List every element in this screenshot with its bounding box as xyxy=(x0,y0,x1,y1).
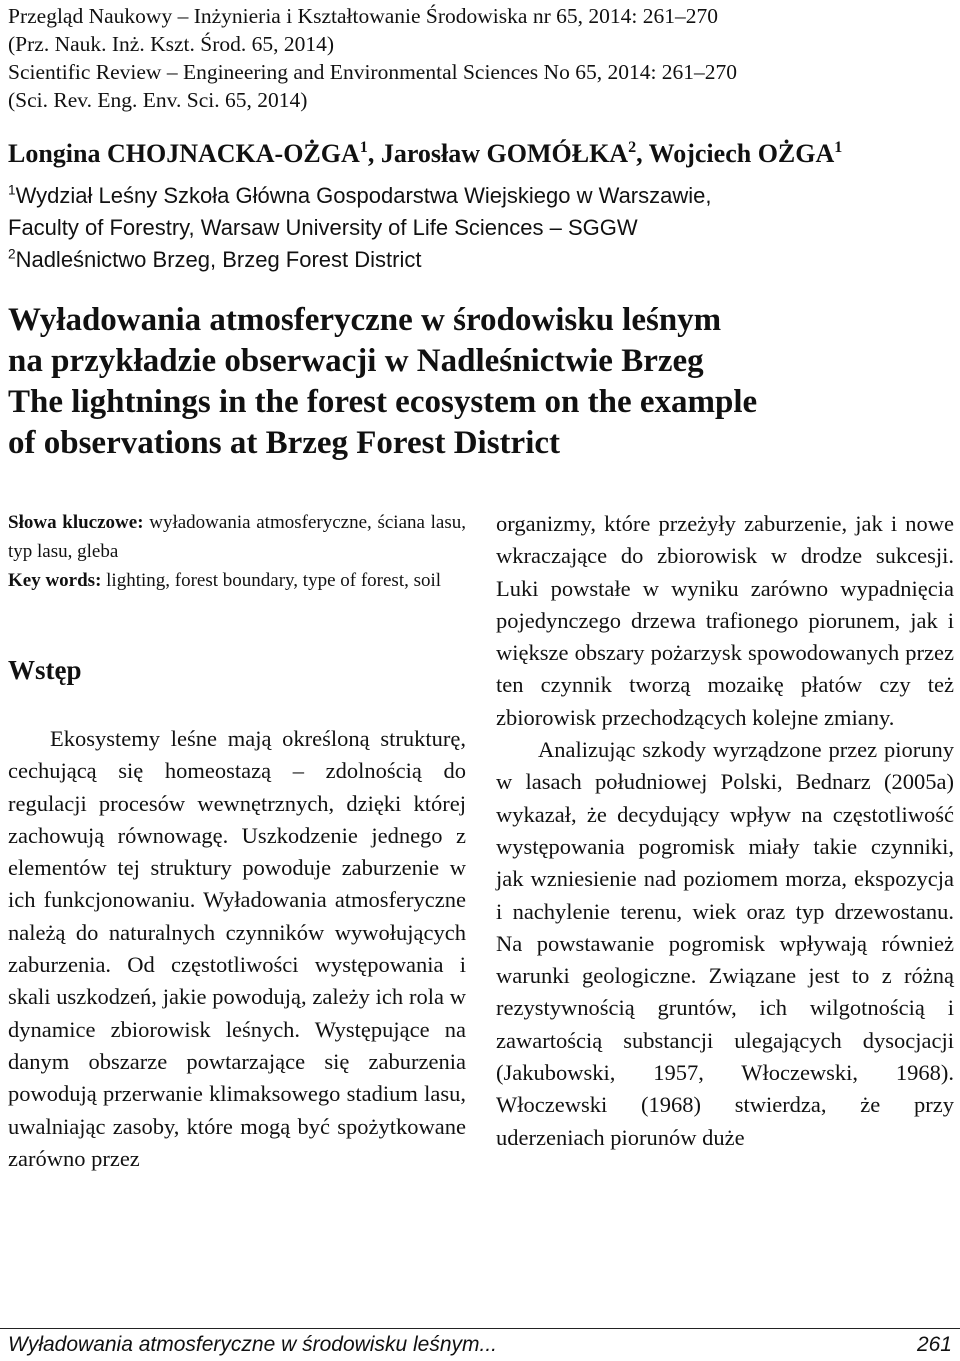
affiliation-1 xyxy=(8,180,948,212)
author-affiliation-marker: 2 xyxy=(628,139,637,157)
affiliation-1-polish: Wydział Leśny Szkoła Główna Gospodarstwa Wiejskiego w Warszawie, xyxy=(15,183,712,208)
author-affiliation-marker: 1 xyxy=(359,139,368,157)
journal-citation-pl: Przegląd Naukowy – Inżynieria i Kształtowanie Środowiska nr 65, 2014: 261–270 xyxy=(8,4,718,28)
body-paragraph: Analizując szkody wyrządzone przez pioruny w lasach południowej Polski, Bednarz (2005a) wykazał, że decydujący wpływ na częstotliwość występowania pogromisk miały takie czynniki, jak wzniesienie nad poziomem morza, ekspozycja i nachylenie terenu, wiek oraz typ drzewostanu. Na powstawanie pogromisk wpływają również warunki geologiczne. Związane jest to z różną rezystywnością gruntów, ich wilgotnością i zawartością substancji ulegających dysocjacji (Jakubowski, 1957, Włoczewski, 1968). Włoczewski (1968) stwierdza, że przy uderzeniach piorunów duże xyxy=(496,737,954,1150)
section-heading: Wstęp xyxy=(8,655,82,685)
journal-abbrev-en: (Sci. Rev. Eng. Env. Sci. 65, 2014) xyxy=(8,88,308,112)
left-column xyxy=(8,508,466,1175)
affiliation-marker: 2 xyxy=(8,246,16,262)
journal-header xyxy=(8,2,908,114)
title-polish-line: Wyładowania atmosferyczne w środowisku leśnym xyxy=(8,302,722,338)
affiliation-2-text: Nadleśnictwo Brzeg, Brzeg Forest District xyxy=(15,247,422,272)
keywords-english xyxy=(8,566,466,595)
affiliation-marker: 1 xyxy=(8,182,16,198)
keywords-english-text: lighting, forest boundary, type of forest, soil xyxy=(101,570,442,591)
body-paragraph: organizmy, które przeżyły zaburzenie, jak i nowe wkraczające do zbiorowisk w drodze sukcesji. Luki powstałe w wyniku zarówno wypadnięcia pojedynczego drzewa trafionego piorunem, jak i większe obszary pożarzysk spowodowanych przez ten czynnik tworzą mozaikę płatów czy też zbiorowisk przechodzących kolejne zmiany. xyxy=(496,511,954,730)
title-polish-line: na przykładzie obserwacji w Nadleśnictwie Brzeg xyxy=(8,343,704,379)
article-title xyxy=(8,300,948,464)
author-separator: , xyxy=(636,139,649,168)
affiliation-1-english: Faculty of Forestry, Warsaw University of Life Sciences – SGGW xyxy=(8,215,638,240)
author-separator: , xyxy=(367,139,381,168)
journal-citation-en: Scientific Review – Engineering and Environmental Sciences No 65, 2014: 261–270 xyxy=(8,60,738,84)
page-number: 261 xyxy=(916,1333,952,1356)
keywords-english-label: Key words: xyxy=(8,570,102,591)
footer-divider xyxy=(0,1328,960,1329)
affiliation-2 xyxy=(8,244,948,276)
right-column xyxy=(496,508,954,1154)
author-name: Jarosław GOMÓŁKA xyxy=(380,139,629,168)
author-name: Wojciech OŻGA xyxy=(648,139,835,168)
keywords-polish-text: wyładowania atmosferyczne, ściana lasu, typ lasu, gleba xyxy=(8,512,466,562)
body-paragraph: Ekosystemy leśne mają określoną strukturę, cechującą się homeostazą – zdolnością do regulacji procesów wewnętrznych, dzięki której zachowują równowagę. Uszkodzenie jednego z elementów tej struktury powoduje zaburzenie w ich funkcjonowaniu. Wyładowania atmosferyczne należą do naturalnych czynników wywołujących zaburzenia. Od częstotliwości występowania i skali uszkodzeń, jakie powodują, zależy ich rola w dynamice zbiorowisk leśnych. Występujące na danym obszarze powtarzające się zaburzenia powodują przerwanie klimaksowego stadium lasu, uwalniając zasoby, które mogą być spożytkowane zarówno przez xyxy=(8,726,466,1171)
author-affiliation-marker: 1 xyxy=(834,139,843,157)
affiliations xyxy=(8,180,948,276)
author-name: Longina CHOJNACKA-OŻGA xyxy=(8,139,360,168)
journal-abbrev-pl: (Prz. Nauk. Inż. Kszt. Środ. 65, 2014) xyxy=(8,32,335,56)
title-english-line: The lightnings in the forest ecosystem on the example xyxy=(8,384,758,420)
keywords-polish xyxy=(8,508,466,566)
keywords-polish-label: Słowa kluczowe: xyxy=(8,512,144,533)
title-english-line: of observations at Brzeg Forest District xyxy=(8,425,560,461)
author-list xyxy=(8,138,842,170)
running-title: Wyładowania atmosferyczne w środowisku leśnym... xyxy=(8,1333,498,1356)
